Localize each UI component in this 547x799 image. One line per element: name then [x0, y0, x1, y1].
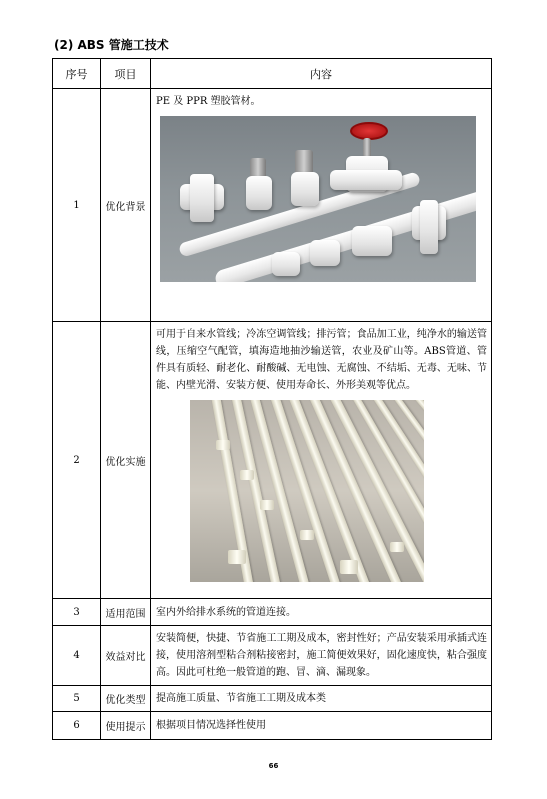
table-row: [53, 599, 492, 626]
row-number: 6: [53, 712, 101, 740]
header-no: 序号: [53, 59, 101, 89]
row-content: [151, 322, 492, 599]
row-text: PE 及 PPR 塑胶管材。: [156, 96, 261, 107]
row-item: 优化背景: [101, 89, 151, 322]
row-content: [151, 626, 492, 686]
row-number: 5: [53, 686, 101, 712]
row-text: 根据项目情况选择性使用: [156, 720, 266, 731]
row-text: 室内外给排水系统的管道连接。: [156, 606, 296, 618]
row-number: 2: [53, 322, 101, 599]
page-number: 66: [268, 762, 279, 770]
row-number: 1: [53, 89, 101, 322]
row-text: 可用于自来水管线；冷冻空调管线；排污管；食品加工业，纯净水的输送管线，压缩空气配管，填海造地抽沙输送管，农业及矿山等。ABS管道、管件具有质轻、耐老化、耐酸碱、无电蚀、无腐蚀、不结垢、无毒、无味、节能、内壁光滑、安装方便、使用寿命长、外形美观等优点。: [156, 329, 487, 391]
table-row: [53, 712, 492, 740]
row-content: [151, 89, 492, 322]
section-title: (2) ABS 管施工技术: [54, 38, 169, 52]
header-content: 内容: [151, 59, 492, 89]
row-item: 优化实施: [101, 322, 151, 599]
row-content: [151, 599, 492, 626]
row-item: 优化类型: [101, 686, 151, 712]
technique-table: [52, 58, 492, 740]
row-content: [151, 686, 492, 712]
header-item: 项目: [101, 59, 151, 89]
row-content: [151, 712, 492, 740]
row-number: 3: [53, 599, 101, 626]
row-number: 4: [53, 626, 101, 686]
ppr-pipes-photo: [160, 116, 476, 282]
table-row: [53, 322, 492, 599]
table-row: [53, 626, 492, 686]
row-item: 使用提示: [101, 712, 151, 740]
row-item: 效益对比: [101, 626, 151, 686]
abs-pipes-photo: [190, 400, 424, 582]
table-row: [53, 686, 492, 712]
row-text: 安装简便，快捷、节省施工工期及成本，密封性好；产品安装采用承插式连接，使用溶剂型粘合剂粘接密封，施工简便效果好，固化速度快，粘合强度高。因此可杜绝一般管道的跑、冒、滴、漏现象。: [156, 633, 487, 678]
table-row: [53, 89, 492, 322]
table-header-row: [53, 59, 492, 89]
row-text: 提高施工质量、节省施工工期及成本类: [156, 693, 326, 704]
row-item: 适用范围: [101, 599, 151, 626]
